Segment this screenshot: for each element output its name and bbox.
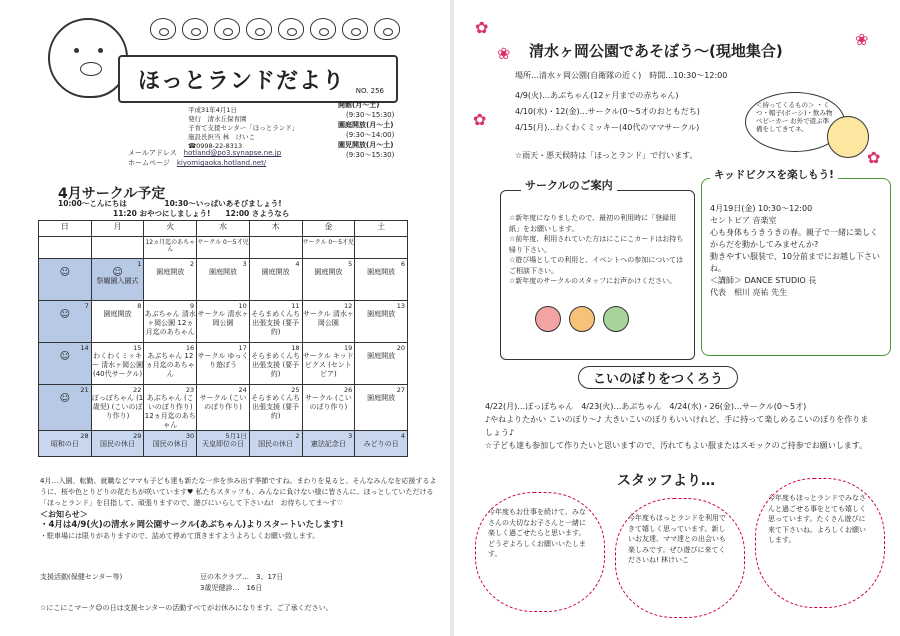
homepage-link[interactable]: kiyomigaoka.hotland.net/: [176, 159, 267, 167]
park-place: 場所…清水ヶ岡公園(自衛隊の近く) 時間…10:30〜12:00: [515, 71, 728, 80]
holiday-name: 天皇即位の日: [201, 440, 244, 448]
koinobori-line: ♪やねよりたかい こいのぼり〜♪ 大きいこいのぼりもいいけれど、手に持って楽しめるこいのぼりを作りましょう♪: [485, 415, 869, 437]
right-page: [455, 0, 900, 636]
day-event: サークル (こいのぼり作り): [199, 394, 247, 411]
calendar-day-cell: [144, 259, 197, 301]
opening-hours: [338, 100, 428, 160]
info-line: 発行 清水丘保育園: [188, 115, 247, 123]
phone-number: ☎0998-22-8313: [188, 142, 243, 150]
day-event: そらまめくんち 出張支援 (要予約): [251, 352, 301, 378]
kidbics-line: 代表 相川 亮祐 先生: [710, 288, 788, 297]
support-item: 豆の木クラブ… 3、17日: [200, 573, 284, 581]
notice-item: ・駐車場には限りがありますので、詰めて停めて頂きますようよろしくお願い致します。: [40, 532, 320, 540]
support-items: [200, 572, 283, 594]
holiday-name: みどりの日: [363, 440, 399, 448]
calendar-day-cell: [249, 259, 302, 301]
calendar-day-cell: [197, 259, 250, 301]
calendar-label-cell: [39, 237, 92, 259]
kidbics-box: [701, 169, 891, 356]
circle-info-line: ☆遊び場としての利用と、イベントへの参加についてはご相談下さい。: [509, 256, 684, 275]
hours-time: (9:30〜15:30): [346, 111, 395, 119]
homepage-label: ホームページ: [128, 159, 170, 167]
mail-label: メールアドレス: [128, 149, 177, 157]
staff-message-cloud: 今年度もお仕事を続けて、みなさんの大切なお子さんと一緒に楽しく過ごせたらと思います。どうぞよろしくお願いいたします。: [475, 492, 605, 612]
day-number: 22: [133, 386, 142, 394]
contact-block: [128, 148, 281, 168]
calendar-holiday-row: [39, 431, 408, 457]
calendar-label-cell: サークル 0〜5才児: [302, 237, 355, 259]
calendar-holiday-cell: [91, 431, 144, 457]
day-number: 10: [238, 302, 247, 310]
calendar-day-cell: [302, 343, 355, 385]
day-event: ぽっぽちゃん (1歳児) (こいのぼり作り): [91, 394, 144, 420]
day-number: 14: [80, 344, 89, 352]
intro-text: 4月…入園、転勤、就職などママも子ども達も新たな一歩を歩み出す季節ですね。まわりを見ると、そんなみんなを応援するように、桜や色とりどりの花たちが咲いています♥ 私たちスタッフも、みんなに負けない様に皆さんに、ほっとしていただける「ほっとランド」を目指して、頑張りますので、遊びにいらして下さいね! お待ちしてま〜す♡: [40, 477, 437, 507]
schedule-times: [58, 199, 289, 219]
day-number: 17: [238, 344, 247, 352]
hours-label: 開館(月〜土): [338, 101, 380, 109]
day-number: 15: [133, 344, 142, 352]
calendar-table: [38, 220, 408, 457]
day-event: 園庭開放: [156, 268, 185, 276]
bring-items-bubble: ＜持ってくるもの＞ ・くつ・帽子(ボーシ)・飲み物 ベビーカー お外で遊ぶ準備をしてきてネ。: [745, 92, 845, 152]
day-number: 19: [343, 344, 353, 352]
weekday-header: 火: [144, 221, 197, 237]
info-line: 子育て支援センター「ほっとランド」: [188, 124, 299, 132]
day-number: 3: [242, 260, 247, 268]
info-line: 平成31年4月1日: [188, 106, 238, 114]
day-number: 27: [396, 386, 405, 394]
weekday-header: 日: [39, 221, 92, 237]
calendar-day-cell: [355, 343, 408, 385]
day-number: 9: [189, 302, 195, 310]
day-event: 園庭開放: [367, 352, 396, 360]
weekday-header: 水: [197, 221, 250, 237]
child-icon: [603, 306, 629, 332]
circle-info-line: ☆前年度、利用されていた方はにこにこカードはお持ち帰り下さい。: [509, 235, 684, 254]
holiday-name: 憲法記念日: [310, 440, 346, 448]
calendar-day-cell: [91, 385, 144, 431]
day-number: 1: [137, 260, 142, 268]
calendar-day-cell: [144, 385, 197, 431]
weekday-header: 金: [302, 221, 355, 237]
staff-heading: スタッフより…: [617, 473, 715, 489]
calendar-day-cell: [355, 385, 408, 431]
calendar-day-cell: [39, 259, 92, 301]
flower-icon: ❀: [497, 44, 511, 63]
calendar-header-row: [39, 221, 408, 237]
calendar-day-cell: [197, 385, 250, 431]
calendar-label-cell: [355, 237, 408, 259]
schedule-time-line: 11:20 おやつにしましょう! 12:00 さようなら: [113, 209, 290, 218]
calendar-day-cell: [39, 343, 92, 385]
footer-note: ☆にこにこマーク☺の日は支援センターの活動すべてがお休みになります。ご了承ください。: [40, 604, 333, 612]
pig-icon: [310, 18, 336, 40]
smile-icon: ☺: [59, 393, 71, 404]
day-number: 12: [343, 302, 353, 310]
pig-eye-icon: [98, 48, 103, 53]
hours-label: 園庭開放(月〜土): [338, 121, 394, 129]
calendar-day-cell: [197, 301, 250, 343]
day-event: 園庭開放: [208, 268, 237, 276]
calendar-day-cell: [249, 301, 302, 343]
day-event: サークル 清水ヶ岡公園: [302, 310, 354, 327]
holiday-name: 国民の休日: [152, 440, 188, 448]
calendar-label-cell: [91, 237, 144, 259]
day-number: 30: [185, 432, 195, 440]
calendar-day-cell: [144, 343, 197, 385]
holiday-name: 国民の休日: [100, 440, 136, 448]
schedule-title: 4月サークル予定: [58, 186, 166, 202]
day-event: サークル ゆっくり遊ぼう: [197, 352, 249, 369]
pig-icon: [182, 18, 208, 40]
calendar-label-cell: [249, 237, 302, 259]
child-icon: [535, 306, 561, 332]
notice-heading: ＜お知らせ＞: [40, 510, 88, 519]
flower-icon: ✿: [473, 110, 487, 129]
day-event: サークル (こいのぼり作り): [304, 394, 352, 411]
day-number: 5月1日: [225, 432, 247, 440]
notice-item: ・4月は4/9(火)の清水ヶ岡公園サークル(あぶちゃん)よりスタートいたします!: [40, 520, 344, 530]
page-fold: [450, 0, 454, 636]
calendar-label-cell: 12ヵ月迄のあちゃん: [144, 237, 197, 259]
phone-value: 0998-22-8313: [196, 142, 243, 150]
day-number: 24: [238, 386, 247, 394]
day-number: 7: [84, 302, 89, 310]
day-event: あぶちゃん 清水ヶ岡公園 12ヵ月迄のあちゃん: [144, 310, 196, 336]
calendar-holiday-cell: [197, 431, 250, 457]
calendar-day-cell: [39, 301, 92, 343]
pig-snout-icon: [80, 62, 102, 76]
calendar-day-cell: [249, 343, 302, 385]
kidbics-line: 心も身体もうきうきの春。親子で一緒に楽しくからだを動かしてみませんか?: [710, 228, 878, 249]
pig-icon: [278, 18, 304, 40]
calendar-day-cell: [302, 259, 355, 301]
schedule-time-line: 10:00〜こんにちは 10:30〜いっぱいあそびましょう!: [58, 199, 282, 208]
pig-icon: [150, 18, 176, 40]
calendar-day-cell: [144, 301, 197, 343]
day-event: 園庭開放: [367, 310, 396, 318]
day-number: 18: [291, 344, 300, 352]
park-event: 4/10(水)・12(金)…サークル(0〜5才のおともだち): [515, 107, 700, 116]
day-number: 20: [396, 344, 405, 352]
calendar-day-cell: [91, 259, 144, 301]
smile-icon: ☺: [59, 267, 71, 278]
calendar-week-row: [39, 301, 408, 343]
park-title: 清水ヶ岡公園であそぼう〜(現地集合): [529, 42, 783, 60]
day-event: あぶちゃん 12ヵ月迄のあちゃん: [145, 352, 195, 378]
smile-icon: ☺: [59, 351, 71, 362]
day-number: 4: [400, 432, 405, 440]
day-event: 園庭開放: [367, 394, 396, 402]
koinobori-heading: こいのぼりをつくろう: [578, 366, 738, 389]
support-label: 支援活動(保健センター等): [40, 573, 123, 581]
calendar-week-row: [39, 259, 408, 301]
kidbics-line: 4月19日(金) 10:30〜12:00: [710, 204, 813, 213]
pig-eye-icon: [74, 48, 79, 53]
day-number: 21: [80, 386, 89, 394]
weekday-header: 土: [355, 221, 408, 237]
calendar-label-cell: サークル 0〜5才児: [197, 237, 250, 259]
smile-icon: ☺: [59, 309, 71, 320]
calendar-day-cell: [197, 343, 250, 385]
flower-icon: ✿: [475, 18, 489, 37]
day-event: そらまめくんち 出張支援 (要予約): [251, 310, 301, 336]
mail-link[interactable]: hotland@po3.synapse.ne.jp: [183, 149, 282, 157]
pig-row: [150, 18, 400, 40]
calendar-holiday-cell: [249, 431, 302, 457]
calendar-day-cell: [91, 301, 144, 343]
child-icon: [569, 306, 595, 332]
kidbics-line: セントピア 音楽室: [710, 216, 777, 225]
day-number: 23: [185, 386, 195, 394]
holiday-name: 国民の休日: [258, 440, 294, 448]
day-number: 2: [189, 260, 195, 268]
day-event: 祭曜園入園式: [96, 277, 139, 285]
day-event: 園庭開放: [261, 268, 290, 276]
kidbics-line: ＜講師＞ DANCE STUDIO 長: [710, 276, 817, 285]
support-activities: [40, 572, 284, 592]
issue-number: NO. 256: [355, 87, 384, 95]
circle-info-line: ☆新年度のサークルのスタッフにお声かけください。: [509, 277, 677, 285]
day-number: 8: [137, 302, 142, 310]
circle-info-line: ☆新年度になりましたので、最初の利用時に「登録用紙」をお願いします。: [509, 214, 677, 233]
day-number: 6: [400, 260, 405, 268]
day-number: 2: [295, 432, 300, 440]
day-number: 5: [348, 260, 353, 268]
staff-message-cloud: 今年度もほっとランドを利用できて嬉しく思っています。新しいお友達、ママ達との出会いも楽しみです。ぜひ遊びに来てくださいね! 林けいこ: [615, 498, 745, 618]
koinobori-dates: 4/22(月)…ぽっぽちゃん 4/23(火)…あぶちゃん 4/24(水)・26(金)…サークル(0〜5才): [485, 402, 807, 411]
park-event: 4/9(火)…あぶちゃん(12ヶ月までの赤ちゃん): [515, 91, 679, 100]
day-event: 園庭開放: [103, 310, 132, 318]
calendar-holiday-cell: [144, 431, 197, 457]
calendar-week-row: [39, 385, 408, 431]
weekday-header: 月: [91, 221, 144, 237]
staff-message-cloud: 今年度もほっとランドでみなさんと過ごせる事をとても嬉しく思っています。たくさん遊びに来て下さいね。よろしくお願いします。: [755, 478, 885, 608]
holiday-name: 昭和の日: [50, 440, 79, 448]
calendar-week-row: [39, 343, 408, 385]
calendar-day-cell: [302, 301, 355, 343]
support-item: 3歳児健診… 16日: [200, 584, 263, 592]
day-event: サークル 清水ヶ岡公園: [197, 310, 249, 327]
circle-info-heading: サークルのご案内: [521, 181, 617, 192]
smile-icon: ☺: [112, 267, 123, 278]
pig-icon: [342, 18, 368, 40]
day-event: あぶちゃん (こいのぼり作り) 12ヵ月迄のあちゃん: [144, 394, 196, 429]
calendar-day-cell: [91, 343, 144, 385]
flower-icon: ❀: [855, 30, 869, 49]
day-event: サークル キッドビクス (セントピア): [302, 352, 354, 378]
calendar-day-cell: [355, 259, 408, 301]
calendar-day-cell: [302, 385, 355, 431]
day-number: 26: [343, 386, 353, 394]
flower-icon: ✿: [867, 148, 881, 167]
pig-icon: [246, 18, 272, 40]
day-event: 園庭開放: [367, 268, 396, 276]
calendar-holiday-cell: [39, 431, 92, 457]
hours-label: 園児開放(月〜土): [338, 141, 394, 149]
pig-icon: [214, 18, 240, 40]
day-number: 13: [396, 302, 405, 310]
calendar-label-row: [39, 237, 408, 259]
weekday-header: 木: [249, 221, 302, 237]
day-number: 25: [291, 386, 300, 394]
day-number: 3: [348, 432, 353, 440]
hours-time: (9:30〜14:00): [346, 131, 395, 139]
day-event: わくわくミッキー 清水ヶ岡公園 (40代サークル): [91, 352, 144, 378]
day-number: 11: [291, 302, 300, 310]
day-number: 16: [185, 344, 195, 352]
hours-time: (9:30〜15:30): [346, 151, 395, 159]
calendar-holiday-cell: [302, 431, 355, 457]
info-line: 施設長担当 林 けいこ: [188, 133, 256, 141]
newsletter-title-box: [118, 55, 398, 103]
koinobori-text: [485, 400, 875, 452]
day-number: 29: [133, 432, 142, 440]
newsletter-title: ほっとランドだより: [138, 68, 346, 94]
rain-note: ☆雨天・悪天候時は「ほっとランド」で行います。: [515, 151, 698, 160]
publisher-info: [188, 106, 298, 151]
day-event: 園庭開放: [314, 268, 343, 276]
circle-info-box: [500, 179, 695, 360]
koinobori-line: ☆子ども達も参加して作りたいと思いますので、汚れてもよい服またはスモックのご持参でお願いします。: [485, 441, 868, 450]
pig-icon: [374, 18, 400, 40]
day-number: 4: [295, 260, 300, 268]
kidbics-heading: キッドビクスを楽しもう!: [710, 169, 838, 181]
calendar-day-cell: [39, 385, 92, 431]
park-event: 4/15(月)…わくわくミッキー(40代のママサークル): [515, 123, 700, 132]
boy-illustration-icon: [827, 116, 869, 158]
calendar-holiday-cell: [355, 431, 408, 457]
calendar-day-cell: [249, 385, 302, 431]
calendar-day-cell: [355, 301, 408, 343]
kids-illustration: [535, 306, 629, 332]
day-event: そらまめくんち 出張支援 (要予約): [251, 394, 301, 420]
pig-mascot-icon: [48, 18, 128, 98]
kidbics-line: 動きやすい服装で、10分前までにお越し下さいね。: [710, 252, 881, 273]
day-number: 28: [80, 432, 89, 440]
notes-block: [40, 476, 440, 542]
